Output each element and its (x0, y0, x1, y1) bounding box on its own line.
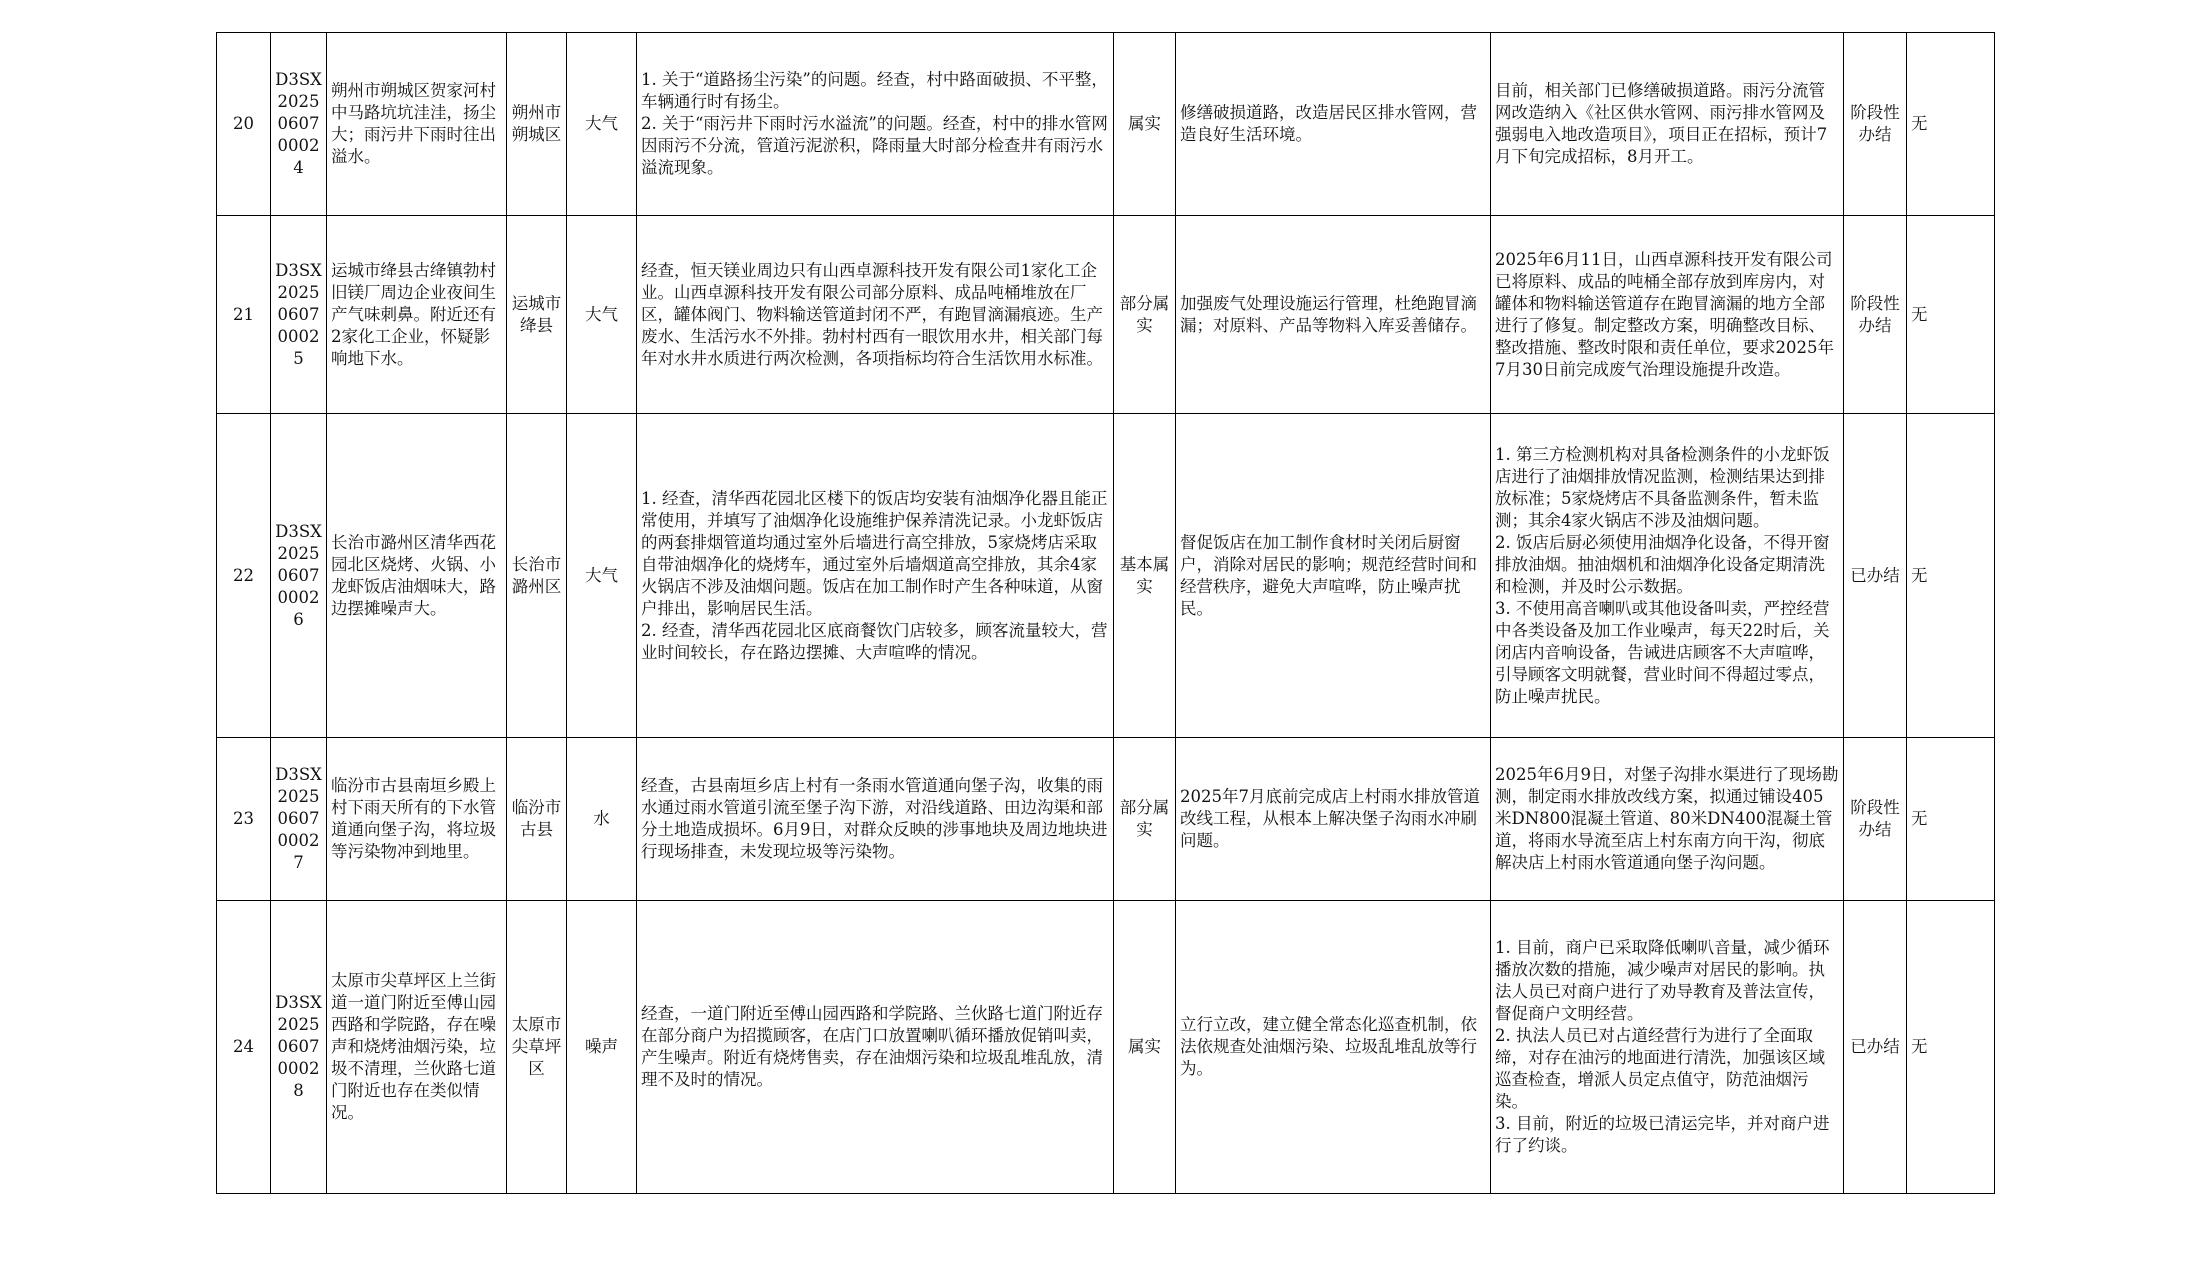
accountability-cell: 无 (1907, 216, 1995, 414)
location-cell: 运城市绛县 (507, 216, 567, 414)
investigation-result-cell: 经查，一道门附近至傅山园西路和学院路、兰伙路七道门附近存在部分商户为招揽顾客，在店门口放置喇叭循环播放促销叫卖，产生噪声。附近有烧烤售卖，存在油烟污染和垃圾乱堆乱放，清理不及时的情况。 (637, 901, 1114, 1194)
status-cell: 阶段性办结 (1844, 216, 1907, 414)
table-row (217, 216, 1995, 414)
case-code-cell: D3SX2025060700027 (271, 738, 327, 901)
row-number-cell: 21 (217, 216, 271, 414)
rectification-measures-cell: 2025年7月底前完成店上村雨水排放管道改线工程，从根本上解决堡子沟雨水冲刷问题。 (1176, 738, 1491, 901)
verdict-cell: 属实 (1114, 33, 1176, 216)
status-cell: 已办结 (1844, 901, 1907, 1194)
accountability-cell: 无 (1907, 738, 1995, 901)
case-code-cell: D3SX2025060700026 (271, 414, 327, 738)
investigation-result-cell: 经查，古县南垣乡店上村有一条雨水管道通向堡子沟，收集的雨水通过雨水管道引流至堡子沟下游，对沿线道路、田边沟渠和部分土地造成损坏。6月9日，对群众反映的涉事地块及周边地块进行现场排查，未发现垃圾等污染物。 (637, 738, 1114, 901)
accountability-cell: 无 (1907, 901, 1995, 1194)
case-code-cell: D3SX2025060700024 (271, 33, 327, 216)
progress-cell: 2025年6月9日，对堡子沟排水渠进行了现场勘测，制定雨水排放改线方案，拟通过铺设405米DN800混凝土管道、80米DN400混凝土管道，将雨水导流至店上村东南方向干沟，彻底解决店上村雨水管道通向堡子沟问题。 (1491, 738, 1844, 901)
verdict-cell: 属实 (1114, 901, 1176, 1194)
table-row (217, 414, 1995, 738)
issue-description-cell: 朔州市朔城区贺家河村中马路坑坑洼洼，扬尘大；雨污井下雨时往出溢水。 (327, 33, 507, 216)
table-row (217, 901, 1995, 1194)
case-code-cell: D3SX2025060700025 (271, 216, 327, 414)
issue-description-cell: 运城市绛县古绛镇勃村旧镁厂周边企业夜间生产气味刺鼻。附近还有2家化工企业，怀疑影响地下水。 (327, 216, 507, 414)
progress-cell: 2025年6月11日，山西卓源科技开发有限公司已将原料、成品的吨桶全部存放到库房内，对罐体和物料输送管道存在跑冒滴漏的地方全部进行了修复。制定整改方案，明确整改目标、整改措施、整改时限和责任单位，要求2025年7月30日前完成废气治理设施提升改造。 (1491, 216, 1844, 414)
issue-description-cell: 太原市尖草坪区上兰街道一道门附近至傅山园西路和学院路，存在噪声和烧烤油烟污染，垃圾不清理，兰伙路七道门附近也存在类似情况。 (327, 901, 507, 1194)
rectification-measures-cell: 督促饭店在加工制作食材时关闭后厨窗户，消除对居民的影响；规范经营时间和经营秩序，避免大声喧哗，防止噪声扰民。 (1176, 414, 1491, 738)
verdict-cell: 部分属实 (1114, 216, 1176, 414)
pollution-type-cell: 大气 (567, 216, 637, 414)
location-cell: 太原市尖草坪区 (507, 901, 567, 1194)
progress-cell: 1. 第三方检测机构对具备检测条件的小龙虾饭店进行了油烟排放情况监测，检测结果达到排放标准；5家烧烤店不具备监测条件，暂未监测；其余4家火锅店不涉及油烟问题。 2. 饭店后厨必须使用油烟净化设备，不得开窗排放油烟。抽油烟机和油烟净化设备定期清洗和检测，并及时公示数据。 3. 不使用高音喇叭或其他设备叫卖，严控经营中各类设备及加工作业噪声，每天22时后，关闭店内音响设备，告诫进店顾客不大声喧哗，引导顾客文明就餐，营业时间不得超过零点，防止噪声扰民。 (1491, 414, 1844, 738)
accountability-cell: 无 (1907, 33, 1995, 216)
pollution-type-cell: 噪声 (567, 901, 637, 1194)
complaint-table (216, 32, 1995, 1194)
pollution-type-cell: 大气 (567, 33, 637, 216)
table-row (217, 33, 1995, 216)
progress-cell: 1. 目前，商户已采取降低喇叭音量，减少循环播放次数的措施，减少噪声对居民的影响。执法人员已对商户进行了劝导教育及普法宣传，督促商户文明经营。 2. 执法人员已对占道经营行为进行了全面取缔，对存在油污的地面进行清洗，加强该区域巡查检查，增派人员定点值守，防范油烟污染。 3. 目前，附近的垃圾已清运完毕，并对商户进行了约谈。 (1491, 901, 1844, 1194)
pollution-type-cell: 大气 (567, 414, 637, 738)
case-code-cell: D3SX2025060700028 (271, 901, 327, 1194)
row-number-cell: 20 (217, 33, 271, 216)
investigation-result-cell: 1. 关于“道路扬尘污染”的问题。经查，村中路面破损、不平整，车辆通行时有扬尘。 2. 关于“雨污井下雨时污水溢流”的问题。经查，村中的排水管网因雨污不分流，管道污泥淤积，降雨量大时部分检查井有雨污水溢流现象。 (637, 33, 1114, 216)
rectification-measures-cell: 立行立改，建立健全常态化巡查机制，依法依规查处油烟污染、垃圾乱堆乱放等行为。 (1176, 901, 1491, 1194)
verdict-cell: 基本属实 (1114, 414, 1176, 738)
row-number-cell: 22 (217, 414, 271, 738)
issue-description-cell: 临汾市古县南垣乡殿上村下雨天所有的下水管道通向堡子沟，将垃圾等污染物冲到地里。 (327, 738, 507, 901)
verdict-cell: 部分属实 (1114, 738, 1176, 901)
row-number-cell: 23 (217, 738, 271, 901)
table-row (217, 738, 1995, 901)
status-cell: 阶段性办结 (1844, 33, 1907, 216)
location-cell: 临汾市古县 (507, 738, 567, 901)
accountability-cell: 无 (1907, 414, 1995, 738)
location-cell: 朔州市朔城区 (507, 33, 567, 216)
investigation-result-cell: 经查，恒天镁业周边只有山西卓源科技开发有限公司1家化工企业。山西卓源科技开发有限公司部分原料、成品吨桶堆放在厂区，罐体阀门、物料输送管道封闭不严，有跑冒滴漏痕迹。生产废水、生活污水不外排。勃村村西有一眼饮用水井，相关部门每年对水井水质进行两次检测，各项指标均符合生活饮用水标准。 (637, 216, 1114, 414)
status-cell: 阶段性办结 (1844, 738, 1907, 901)
issue-description-cell: 长治市潞州区清华西花园北区烧烤、火锅、小龙虾饭店油烟味大，路边摆摊噪声大。 (327, 414, 507, 738)
rectification-measures-cell: 修缮破损道路，改造居民区排水管网，营造良好生活环境。 (1176, 33, 1491, 216)
rectification-measures-cell: 加强废气处理设施运行管理，杜绝跑冒滴漏；对原料、产品等物料入库妥善储存。 (1176, 216, 1491, 414)
progress-cell: 目前，相关部门已修缮破损道路。雨污分流管网改造纳入《社区供水管网、雨污排水管网及强弱电入地改造项目》，项目正在招标，预计7月下旬完成招标，8月开工。 (1491, 33, 1844, 216)
status-cell: 已办结 (1844, 414, 1907, 738)
investigation-result-cell: 1. 经查，清华西花园北区楼下的饭店均安装有油烟净化器且能正常使用，并填写了油烟净化设施维护保养清洗记录。小龙虾饭店的两套排烟管道均通过室外后墙进行高空排放，5家烧烤店采取自带油烟净化的烧烤车，通过室外后墙烟道高空排放，其余4家火锅店不涉及油烟问题。饭店在加工制作时产生各种味道，从窗户排出，影响居民生活。 2. 经查，清华西花园北区底商餐饮门店较多，顾客流量较大，营业时间较长，存在路边摆摊、大声喧哗的情况。 (637, 414, 1114, 738)
pollution-type-cell: 水 (567, 738, 637, 901)
row-number-cell: 24 (217, 901, 271, 1194)
location-cell: 长治市潞州区 (507, 414, 567, 738)
